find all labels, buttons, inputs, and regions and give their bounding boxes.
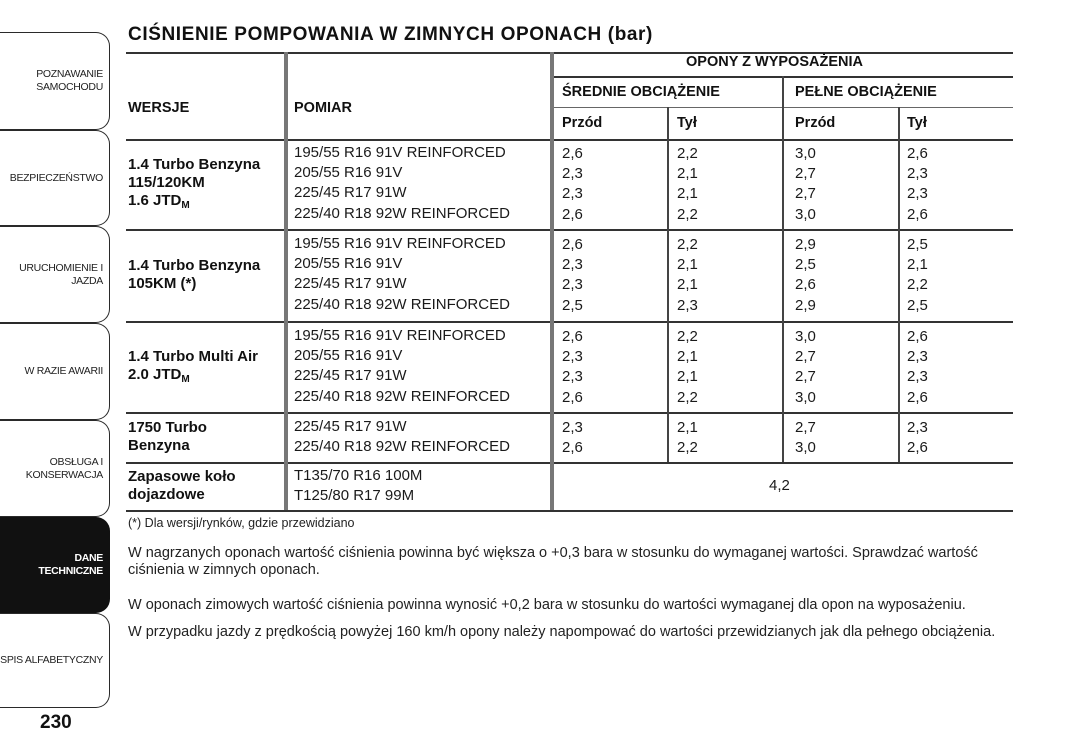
tab-spis-alfabetyczny[interactable] [0, 613, 110, 708]
full-rear-cell: 2,3 2,6 [907, 419, 928, 457]
header-full-rear: Tył [907, 115, 927, 131]
header-medium-rear: Tył [677, 115, 697, 131]
medium-front-cell: 2,6 2,3 2,3 2,5 [562, 236, 583, 314]
tab-w-razie-awarii[interactable] [0, 323, 110, 420]
table-rule [284, 52, 288, 510]
header-versions: WERSJE [128, 100, 190, 116]
version-line: 2.0 $JTD_M$ [128, 366, 190, 385]
tab-label: W RAZIE AWARII [24, 365, 103, 377]
page-title: CIŚNIENIE POMPOWANIA W ZIMNYCH OPONACH (bar) [128, 24, 653, 45]
version-line: dojazdowe [128, 486, 205, 503]
version-line: Zapasowe koło [128, 468, 236, 485]
tab-label: OBSŁUGA I KONSERWACJA [25, 455, 103, 481]
version-cell [128, 348, 258, 389]
version-line: 105KM (*) [128, 275, 197, 292]
table-rule [126, 139, 1013, 141]
tab-dane-techniczne[interactable] [0, 517, 110, 613]
header-medium-front: Przód [562, 115, 603, 131]
version-line: 1.4 Turbo Multi Air [128, 348, 258, 365]
full-rear-cell: 2,6 2,3 2,3 2,6 [907, 145, 928, 223]
version-subscript: M [181, 200, 190, 211]
table-rule [126, 229, 1013, 231]
medium-front-cell: 2,6 2,3 2,3 2,6 [562, 145, 583, 223]
paragraph: W nagrzanych oponach wartość ciśnienia powinna być większa o +0,3 bara w stosunku do wymaganej wartości. Sprawdzać wartość ciśnienia w zimnych oponach. [128, 545, 978, 578]
header-measure: POMIAR [294, 100, 352, 116]
version-line: 1.4 Turbo Benzyna [128, 156, 261, 173]
medium-front-cell: 2,3 2,6 [562, 419, 583, 457]
paragraph: W oponach zimowych wartość ciśnienia powinna wynosić +0,2 bara w stosunku do wartości wymaganej dla opon na wyposażeniu. [128, 597, 966, 613]
medium-front-cell: 2,6 2,3 2,3 2,6 [562, 328, 583, 406]
full-rear-cell: 2,5 2,1 2,2 2,5 [907, 236, 928, 314]
version-line: 115/120KM [128, 174, 205, 191]
tab-label: BEZPIECZEŃSTWO [9, 171, 103, 184]
footnote: (*) Dla wersji/rynków, gdzie przewidziano [128, 516, 355, 530]
tab-uruchomienie-i-jazda[interactable] [0, 226, 110, 323]
full-rear-cell: 2,6 2,3 2,3 2,6 [907, 328, 928, 406]
header-full-load: PEŁNE OBCIĄŻENIE [795, 84, 937, 100]
tab-label: URUCHOMIENIE I JAZDA [19, 261, 103, 287]
tab-poznawanie-samochodu[interactable] [0, 32, 110, 130]
table-rule [667, 107, 669, 462]
version-cell [128, 419, 207, 455]
full-front-cell: 2,7 3,0 [795, 419, 816, 457]
tab-obsluga-i-konserwacja[interactable] [0, 420, 110, 517]
version-cell [128, 156, 260, 215]
full-front-cell: 3,0 2,7 2,7 3,0 [795, 328, 816, 406]
table-rule [126, 510, 1013, 512]
sizes-cell: 225/45 R17 91W 225/40 R18 92W REINFORCED [294, 418, 510, 456]
tire-pressure-table [126, 52, 1013, 512]
tab-bezpieczenstwo[interactable] [0, 130, 110, 226]
sizes-cell: T135/70 R16 100M T125/80 R17 99M [294, 467, 423, 505]
table-rule [126, 52, 1013, 54]
table-rule [898, 107, 900, 462]
sizes-cell: 195/55 R16 91V REINFORCED 205/55 R16 91V 225/45 R17 91W 225/40 R18 92W REINFORCED [294, 235, 510, 313]
sizes-cell: 195/55 R16 91V REINFORCED 205/55 R16 91V 225/45 R17 91W 225/40 R18 92W REINFORCED [294, 144, 510, 222]
tab-label: POZNAWANIE SAMOCHODU [36, 68, 103, 93]
version-line: 1.4 Turbo Benzyna [128, 257, 261, 274]
spare-wheel-value: 4,2 [769, 477, 790, 494]
table-rule [126, 462, 1013, 464]
header-medium-load: ŚREDNIE OBCIĄŻENIE [562, 84, 720, 100]
medium-rear-cell: 2,2 2,1 2,1 2,2 [677, 328, 698, 406]
medium-rear-cell: 2,2 2,1 2,1 2,3 [677, 236, 698, 314]
sizes-cell: 195/55 R16 91V REINFORCED 205/55 R16 91V 225/45 R17 91W 225/40 R18 92W REINFORCED [294, 327, 510, 405]
version-line: Benzyna [128, 437, 190, 454]
table-rule [782, 76, 784, 462]
medium-rear-cell: 2,2 2,1 2,1 2,2 [677, 145, 698, 223]
table-rule [550, 52, 554, 510]
header-full-front: Przód [795, 115, 836, 131]
tab-label: SPIS ALFABETYCZNY [0, 654, 103, 666]
version-cell [128, 257, 260, 293]
version-cell [128, 468, 236, 504]
full-front-cell: 2,9 2,5 2,6 2,9 [795, 236, 816, 314]
table-rule [126, 412, 1013, 414]
header-equipment: OPONY Z WYPOSAŻENIA [686, 54, 863, 70]
tab-label: DANE TECHNICZNE [38, 552, 103, 577]
paragraph: W przypadku jazdy z prędkością powyżej 160 km/h opony należy napompować do wartości przewidzianych jak dla pełnego obciążenia. [128, 624, 996, 640]
medium-rear-cell: 2,1 2,2 [677, 419, 698, 457]
page-number: 230 [40, 712, 72, 733]
version-line: 1.6 $JTD_M$ [128, 192, 190, 211]
table-rule [126, 321, 1013, 323]
full-front-cell: 3,0 2,7 2,7 3,0 [795, 145, 816, 223]
version-line: 1750 Turbo [128, 419, 207, 436]
version-subscript: M [181, 374, 190, 385]
